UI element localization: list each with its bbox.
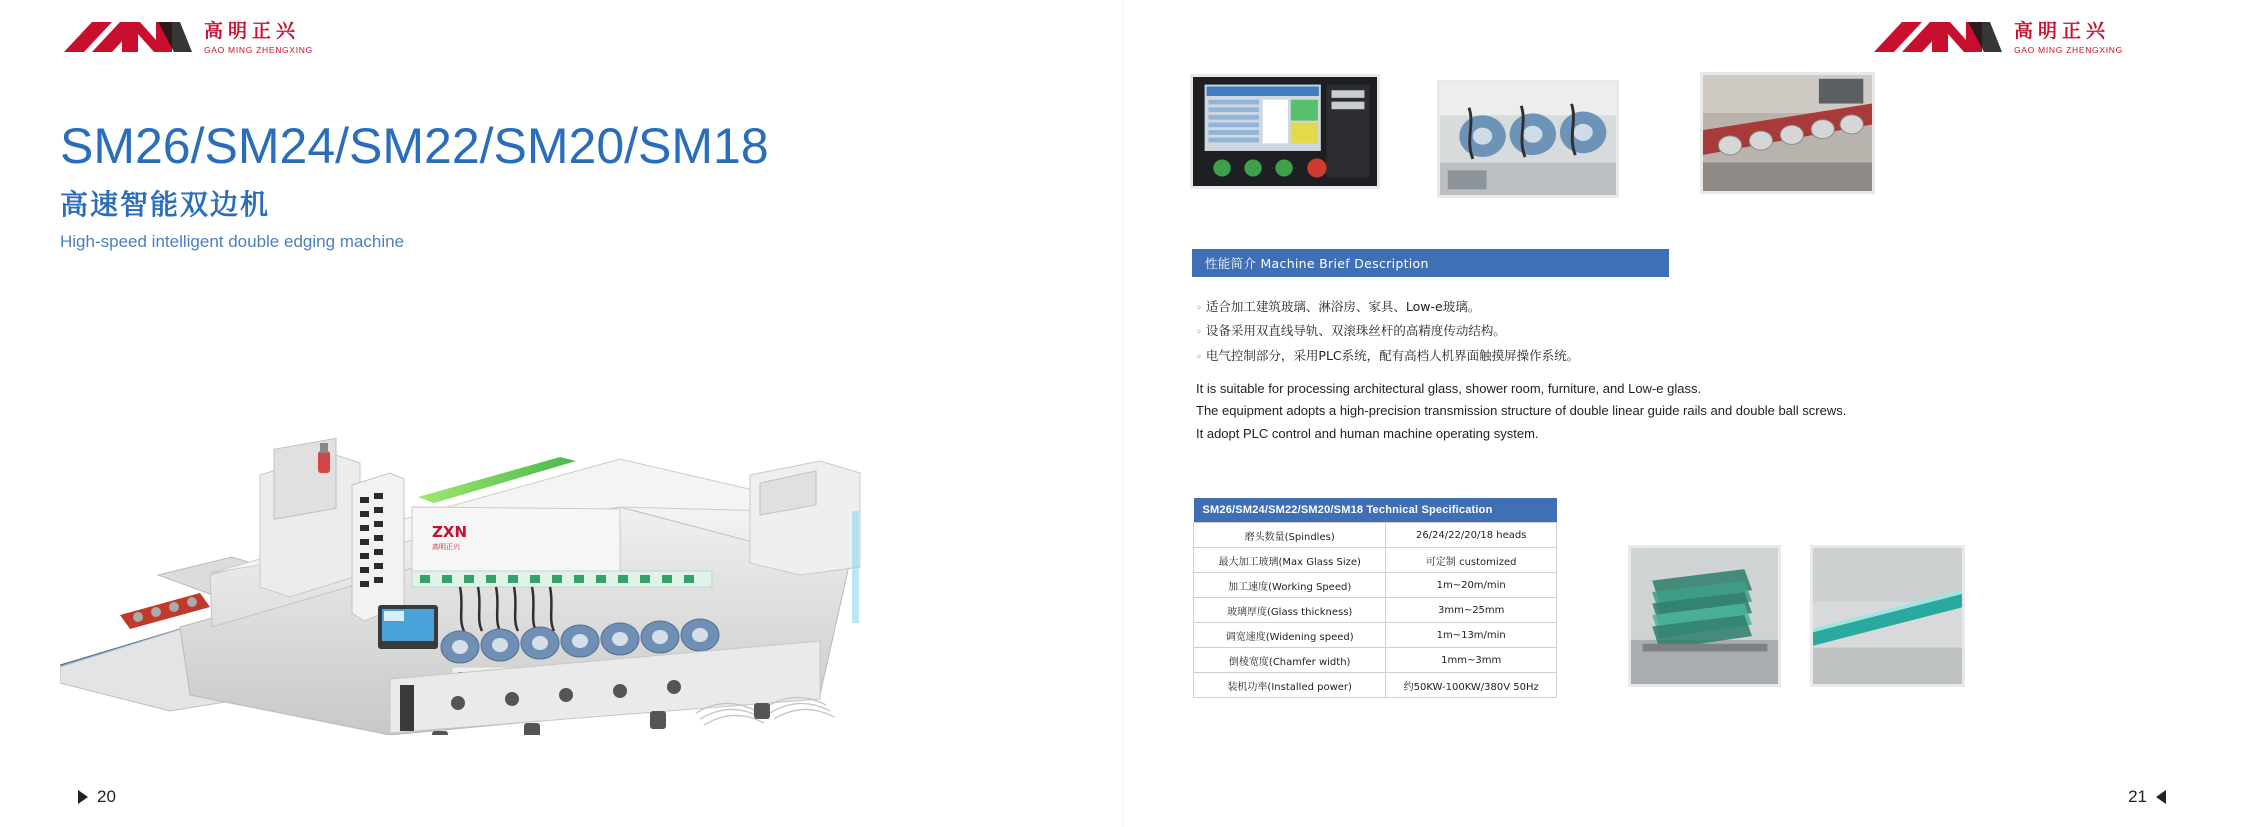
brand-name-cn: 高明正兴 xyxy=(2014,19,2111,42)
zxn-logo-icon xyxy=(62,18,194,58)
brand-name-cn: 高明正兴 xyxy=(204,19,301,42)
table-row xyxy=(1194,648,1557,673)
table-header-label: SM26/SM24/SM22/SM20/SM18 Technical Specification xyxy=(1194,498,1557,523)
bullet-text: 适合加工建筑玻璃、淋浴房、家具、Low-e玻璃。 xyxy=(1205,299,1481,314)
bullet-item xyxy=(1196,319,1896,343)
bullet-item xyxy=(1196,295,1896,319)
brand-logo-text-right xyxy=(2014,19,2123,55)
machine-product-photo xyxy=(60,275,905,735)
spec-key: 装机功率(Installed power) xyxy=(1194,673,1386,698)
spec-key: 加工速度(Working Speed) xyxy=(1194,573,1386,598)
brief-description-paragraphs xyxy=(1196,378,1976,445)
spec-key: 调宽速度(Widening speed) xyxy=(1194,623,1386,648)
spec-key: 磨头数量(Spindles) xyxy=(1194,523,1386,548)
section-header-brief-description xyxy=(1192,249,1669,277)
paragraph-line: It adopt PLC control and human machine operating system. xyxy=(1196,425,1539,441)
photo-spindle-motors xyxy=(1437,80,1619,198)
spec-value: 约50KW-100KW/380V 50Hz xyxy=(1386,673,1557,698)
technical-specification-table xyxy=(1193,498,1557,698)
zxn-logo-icon xyxy=(1872,18,2004,58)
page-spine-divider xyxy=(1122,0,1123,827)
spec-value: 可定制 customized xyxy=(1386,548,1557,573)
triangle-right-icon xyxy=(78,790,88,804)
table-row xyxy=(1194,573,1557,598)
svg-text:高明正兴: 高明正兴 xyxy=(432,543,460,551)
bullet-text: 设备采用双直线导轨、双滚珠丝杆的高精度传动结构。 xyxy=(1205,323,1506,339)
photo-conveyor-belt xyxy=(1700,72,1875,194)
page-number-right-value: 21 xyxy=(2128,787,2147,806)
paragraph-line: The equipment adopts a high-precision transmission structure of double linear guide rails and double ball screws. xyxy=(1196,403,1847,419)
brand-logo-right xyxy=(1872,18,2123,58)
spec-value: 1m~13m/min xyxy=(1386,623,1557,648)
page-title xyxy=(60,120,769,252)
page-number-left xyxy=(78,787,116,807)
table-row xyxy=(1194,673,1557,698)
photo-glass-stack xyxy=(1628,545,1781,687)
spec-key: 倒棱宽度(Chamfer width) xyxy=(1194,648,1386,673)
brand-name-en: GAO MING ZHENGXING xyxy=(204,44,313,55)
product-model-title: SM26/SM24/SM22/SM20/SM18 xyxy=(60,118,769,174)
table-header-row xyxy=(1194,498,1557,523)
product-title-en: High-speed intelligent double edging machine xyxy=(60,231,405,251)
spec-value: 1mm~3mm xyxy=(1386,648,1557,673)
bullet-dot-icon: ◦ xyxy=(1196,303,1202,314)
table-row xyxy=(1194,523,1557,548)
table-row xyxy=(1194,598,1557,623)
table-row xyxy=(1194,623,1557,648)
photo-glass-edge xyxy=(1810,545,1965,687)
page-number-left-value: 20 xyxy=(97,787,116,806)
spec-value: 26/24/22/20/18 heads xyxy=(1386,523,1557,548)
section-header-label: 性能简介 Machine Brief Description xyxy=(1205,256,1429,271)
bullet-item xyxy=(1196,344,1896,368)
spec-value: 3mm~25mm xyxy=(1386,598,1557,623)
product-title-cn: 高速智能双边机 xyxy=(60,187,271,221)
brand-logo-text-left xyxy=(204,19,313,55)
svg-text:ZXN: ZXN xyxy=(432,523,467,541)
page-number-right xyxy=(2128,787,2166,807)
bullet-dot-icon: ◦ xyxy=(1196,327,1202,339)
spec-key: 玻璃厚度(Glass thickness) xyxy=(1194,598,1386,623)
paragraph-line: It is suitable for processing architectural glass, shower room, furniture, and Low-e glass. xyxy=(1196,381,1702,396)
spec-value: 1m~20m/min xyxy=(1386,573,1557,598)
table-row xyxy=(1194,548,1557,573)
brand-name-en: GAO MING ZHENGXING xyxy=(2014,44,2123,55)
photo-control-panel xyxy=(1190,74,1380,189)
spec-key: 最大加工玻璃(Max Glass Size) xyxy=(1194,548,1386,573)
triangle-left-icon xyxy=(2156,790,2166,804)
brief-description-bullets xyxy=(1196,295,1896,368)
bullet-dot-icon: ◦ xyxy=(1196,351,1202,363)
bullet-text: 电气控制部分，采用PLC系统，配有高档人机界面触摸屏操作系统。 xyxy=(1205,347,1580,363)
brand-logo-left xyxy=(62,18,313,58)
